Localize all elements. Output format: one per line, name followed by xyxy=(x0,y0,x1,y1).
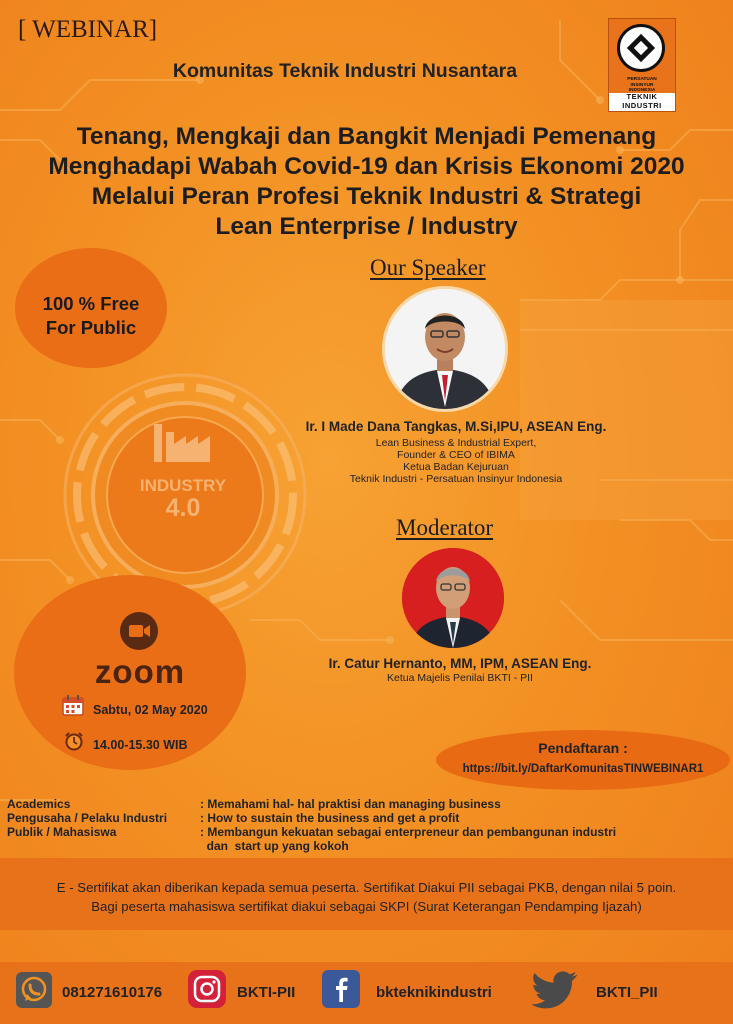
audience-row xyxy=(0,797,733,811)
free-badge-text: 100 % Free For Public xyxy=(42,293,140,338)
event-time: 14.00-15.30 WIB xyxy=(93,738,188,752)
audience-benefit: : How to sustain the business and get a profit xyxy=(200,811,460,825)
audience-row xyxy=(0,839,733,853)
audience-category: Publik / Mahasiswa xyxy=(7,825,117,839)
speaker-photo xyxy=(382,286,508,412)
audience-benefit: : Memahami hal- hal praktisi dan managing business xyxy=(200,797,501,811)
whatsapp-number[interactable]: 081271610176 xyxy=(62,984,163,1001)
community-name: Komunitas Teknik Industri Nusantara xyxy=(172,60,518,82)
moderator-name: Ir. Catur Hernanto, MM, IPM, ASEAN Eng. xyxy=(328,656,592,671)
moderator-section-title: Moderator xyxy=(396,515,494,540)
moderator-role: Ketua Majelis Penilai BKTI - PII xyxy=(387,672,533,684)
audience-benefit: dan start up yang kokoh xyxy=(200,839,349,853)
audience-list xyxy=(0,797,733,857)
audience-category: Academics xyxy=(7,797,71,811)
industry-version: 4.0 xyxy=(165,494,201,522)
speaker-section-title: Our Speaker xyxy=(370,255,486,280)
logo-subtitle: PERSATUAN INSINYUR INDONESIA xyxy=(627,77,657,93)
facebook-page[interactable]: bkteknikindustri xyxy=(376,984,492,1001)
registration-label: Pendaftaran : xyxy=(538,740,628,756)
moderator-photo xyxy=(402,548,504,648)
instagram-handle[interactable]: BKTI-PII xyxy=(237,984,296,1001)
webinar-tag: [ WEBINAR] xyxy=(18,16,158,43)
twitter-icon[interactable] xyxy=(530,970,582,1010)
instagram-icon[interactable] xyxy=(188,970,226,1008)
logo-name: TEKNIK INDUSTRI xyxy=(622,92,662,110)
certificate-info: E - Sertifikat akan diberikan kepada semua peserta. Sertifikat Diakui PII sebagai PKB, dengan nilai 5 poin. Bagi peserta mahasiswa sertifikat diakui sebagai SKPI (Surat Keterangan Pendamping Ijazah) xyxy=(56,880,677,914)
audience-benefit: : Membangun kekuatan sebagai enterpreneur dan pembangunan industri xyxy=(200,825,617,839)
speaker-name: Ir. I Made Dana Tangkas, M.Si,IPU, ASEAN Eng. xyxy=(305,419,607,434)
zoom-logo-text: zoom xyxy=(94,653,186,690)
registration-link[interactable]: https://bit.ly/DaftarKomunitasTINWEBINAR1 xyxy=(462,763,704,775)
video-camera-icon xyxy=(120,612,158,650)
industry-label: INDUSTRY xyxy=(139,476,227,495)
audience-row xyxy=(0,811,733,825)
registration-badge xyxy=(436,730,730,790)
facebook-icon[interactable] xyxy=(322,970,360,1008)
audience-row xyxy=(0,825,733,839)
pii-emblem-icon xyxy=(617,24,665,72)
twitter-handle[interactable]: BKTI_PII xyxy=(596,984,658,1001)
whatsapp-icon[interactable] xyxy=(16,972,52,1008)
event-date: Sabtu, 02 May 2020 xyxy=(93,703,208,717)
audience-category: Pengusaha / Pelaku Industri xyxy=(7,811,168,825)
speaker-roles: Lean Business & Industrial Expert, Founder & CEO of IBIMA Ketua Badan Kejuruan Teknik Industri - Persatuan Insinyur Indonesia xyxy=(349,437,563,485)
teknik-industri-logo xyxy=(608,18,676,112)
webinar-headline: Tenang, Mengkaji dan Bangkit Menjadi Pemenang Menghadapi Wabah Covid-19 dan Krisis Ekonomi 2020 Melalui Peran Profesi Teknik Industri & Strategi Lean Enterprise / Industry xyxy=(48,123,685,240)
calendar-icon xyxy=(62,694,84,716)
alarm-clock-icon xyxy=(64,731,84,751)
